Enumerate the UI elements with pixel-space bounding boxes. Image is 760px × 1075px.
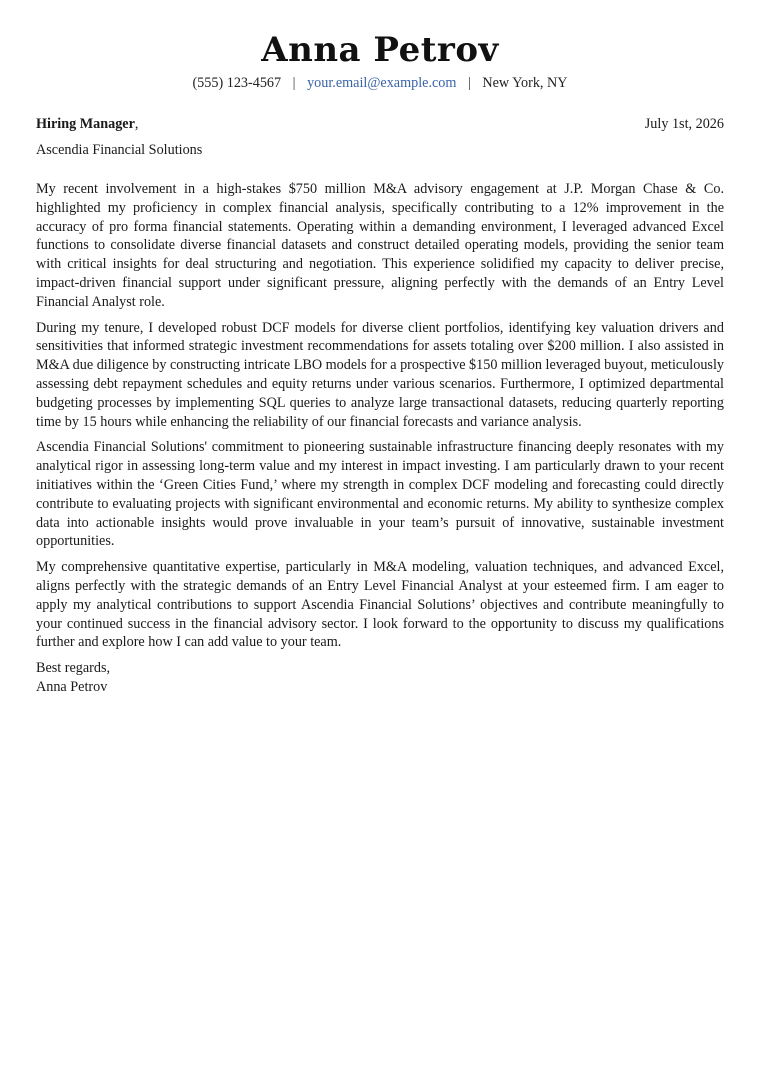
body-paragraph: Ascendia Financial Solutions' commitment to pioneering sustainable infrastructure financing deeply resonates with my analytical rigor in assessing long-term value and my interest in impact investing. I am particularly drawn to your recent initiatives within the ‘Green Cities Fund,’ where my strength in complex DCF modeling and forecasting could directly contribute to evaluating projects with significant environmental and economic returns. My ability to synthesize complex data into actionable insights would prove invaluable in your team’s pursuit of innovative, sustainable investment opportunities.	[36, 439, 724, 550]
body-paragraph: During my tenure, I developed robust DCF models for diverse client portfolios, identifying key valuation drivers and sensitivities that informed strategic investment recommendations for assets totaling over $200 million. I also assisted in M&A due diligence by constructing intricate LBO models for a prospective $150 million leveraged buyout, meticulously assessing debt repayment schedules and equity returns under various scenarios. Furthermore, I optimized departmental budgeting processes by implementing SQL queries to analyze large transactional datasets, reducing quarterly reporting time by 15 hours while enhancing the reliability of our financial forecasts and variance analysis.	[36, 319, 724, 430]
recipient-name-suffix: ,	[134, 116, 139, 132]
location: New York, NY	[482, 75, 568, 91]
recipient-company: Ascendia Financial Solutions	[36, 142, 203, 158]
phone-number: (555) 123-4567	[192, 75, 282, 91]
recipient-greeting	[36, 115, 138, 134]
contact-line	[36, 74, 724, 92]
applicant-name: Anna Petrov	[261, 30, 499, 70]
letter-body	[36, 180, 724, 652]
email-link[interactable]: your.email@example.com	[307, 75, 457, 91]
letter-date: July 1st, 2026	[644, 116, 724, 132]
recipient-date-row	[36, 115, 724, 134]
closing-signature: Anna Petrov	[36, 678, 108, 695]
closing-salutation: Best regards,	[36, 660, 111, 677]
body-paragraph: My recent involvement in a high-stakes $750 million M&A advisory engagement at J.P. Morgan Chase & Co. highlighted my proficiency in complex financial analysis, specifically contributing to a 12% improvement in the accuracy of pro forma financial statements. Operating within a demanding environment, I leveraged advanced Excel functions to consolidate diverse financial datasets and construct detailed operating models, providing the senior team with critical insights for deal structuring and negotiation. This experience solidified my capacity to deliver precise, impact-driven financial support under significant pressure, aligning perfectly with the demands of an Entry Level Financial Analyst role.	[36, 181, 724, 310]
recipient-name: Hiring Manager	[36, 116, 135, 132]
letter-closing	[36, 659, 724, 697]
contact-separator: |	[292, 75, 296, 91]
body-paragraph: My comprehensive quantitative expertise, particularly in M&A modeling, valuation techniques, and advanced Excel, aligns perfectly with the strategic demands of an Entry Level Financial Analyst at your esteemed firm. I am eager to apply my analytical contributions to support Ascendia Financial Solutions’ objectives and contribute meaningfully to your continued success in the financial advisory sector. I look forward to the opportunity to discuss my qualifications further and explore how I can add value to your team.	[36, 559, 724, 651]
contact-separator: |	[468, 75, 471, 91]
